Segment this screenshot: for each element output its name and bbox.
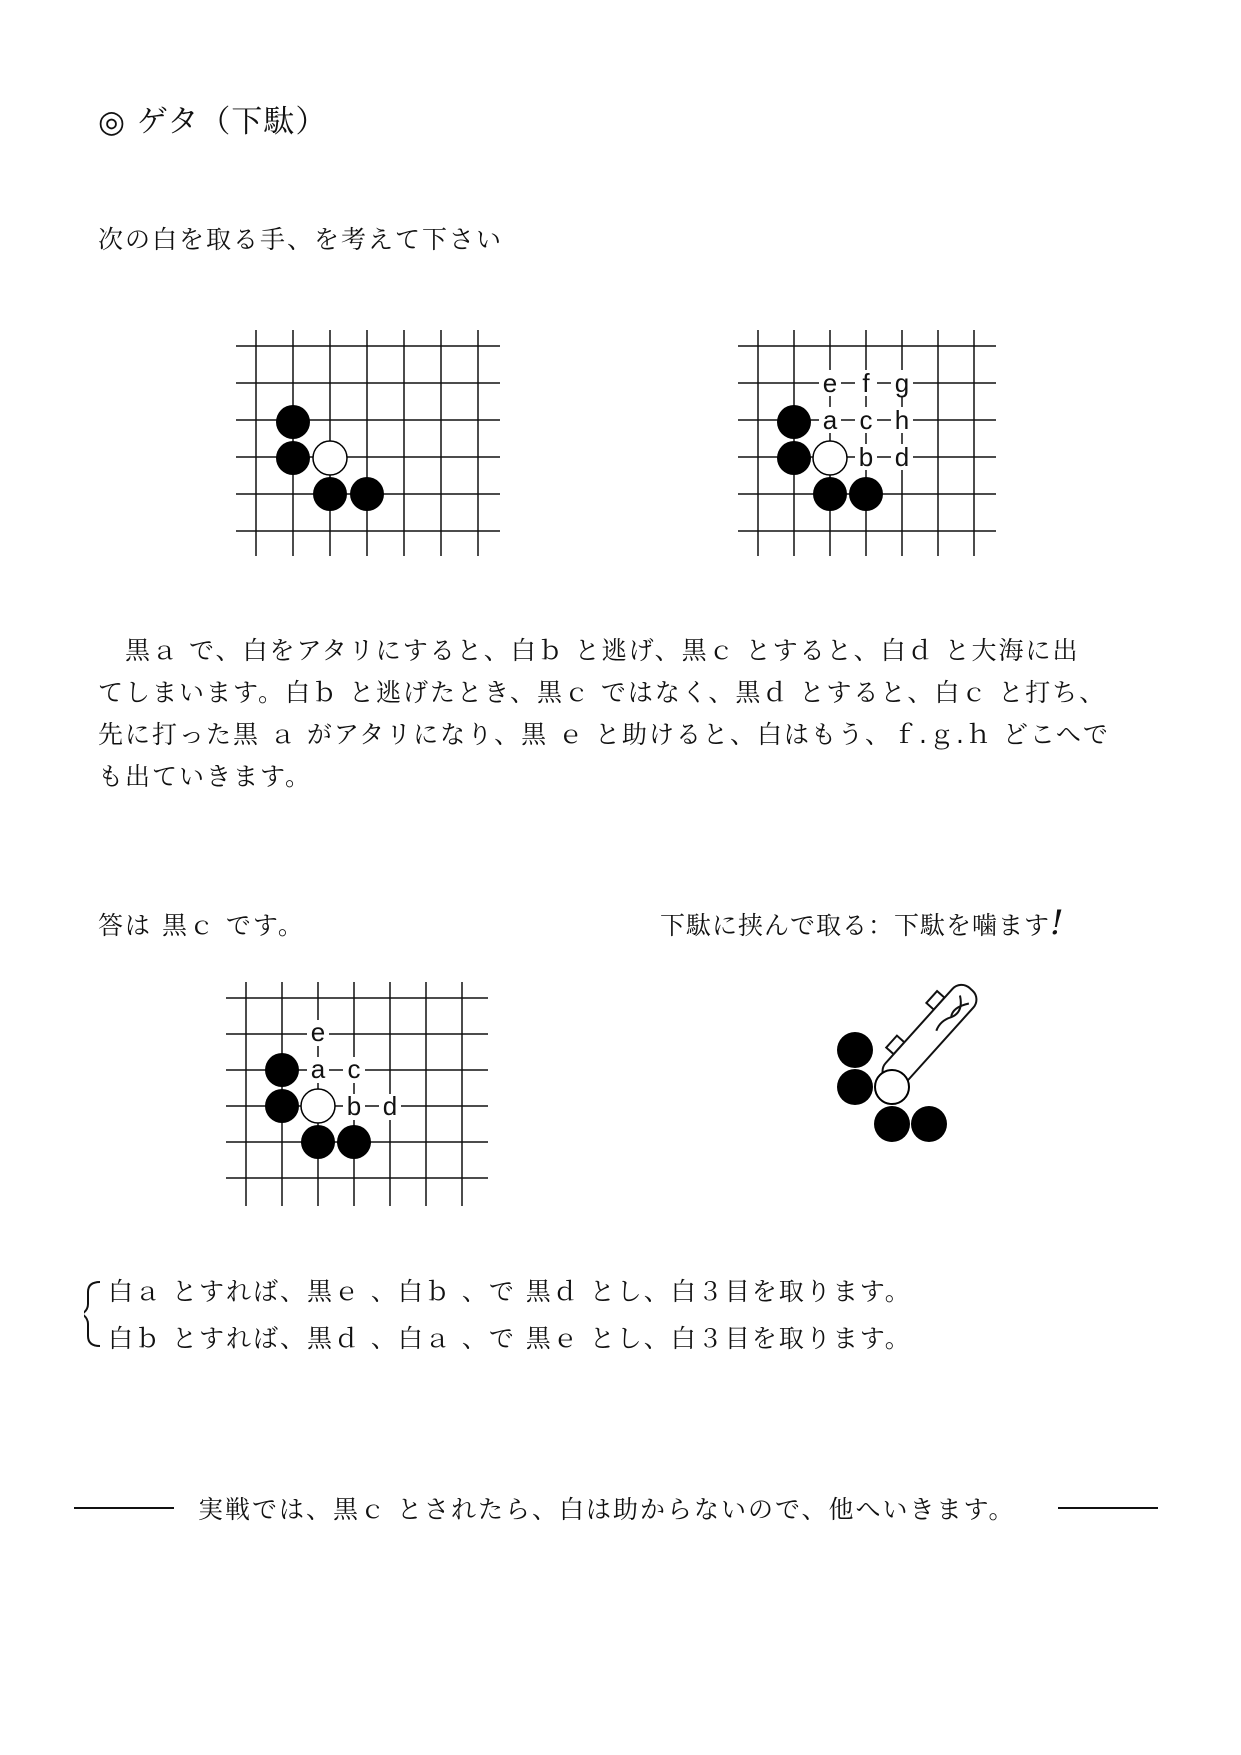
label-h: h (894, 405, 910, 435)
footer-rule-left (74, 1507, 174, 1509)
black-stone (265, 1089, 299, 1123)
white-stone (301, 1089, 335, 1123)
followup-line: 白ｂ とすれば、黒ｄ 、白ａ 、で 黒ｅ とし、白３目を取ります。 (108, 1324, 912, 1353)
geta-caption (660, 903, 1065, 943)
answer-text: 答は 黒ｃ です。 (98, 911, 305, 940)
label-f: f (862, 368, 870, 398)
geta-illustration (830, 970, 1020, 1152)
white-stone (813, 441, 847, 475)
black-stone (911, 1106, 947, 1142)
explanation-paragraph (98, 630, 1148, 798)
white-stone (875, 1070, 909, 1104)
label-c: c (347, 1054, 361, 1084)
black-stone (337, 1125, 371, 1159)
footer-rule-right (1058, 1507, 1158, 1509)
black-stone (276, 405, 310, 439)
footer-note: 実戦では、黒ｃ とされたら、白は助からないので、他へいきます。 (198, 1495, 1016, 1524)
explanation-line: てしまいます。白ｂ と逃げたとき、黒ｃ ではなく、黒ｄ とすると、白ｃ と打ち、 (98, 678, 1107, 707)
followup-explanation (108, 1268, 912, 1362)
geta-caption-text: 下駄に挟んで取る：下駄を噛ます (660, 911, 1051, 940)
black-stone (777, 405, 811, 439)
black-stone (777, 441, 811, 475)
black-stone (849, 477, 883, 511)
go-diagram-problem (236, 330, 500, 556)
go-diagram-answer (226, 982, 488, 1206)
explanation-line: 先に打った黒 ａ がアタリになり、黒 ｅ と助けると、白はもう、ｆ.ｇ.ｈ どこへで (98, 720, 1110, 749)
go-board-grid (236, 330, 500, 556)
label-g: g (894, 368, 910, 398)
label-e: e (822, 368, 838, 398)
problem-instruction: 次の白を取る手、を考えて下さい (98, 225, 504, 254)
label-b: b (346, 1091, 362, 1121)
go-diagram-variations (738, 330, 996, 556)
label-a: a (822, 405, 838, 435)
label-a: a (310, 1054, 326, 1084)
explanation-line: 黒ａ で、白をアタリにすると、白ｂ と逃げ、黒ｃ とすると、白ｄ と大海に出 (98, 636, 1080, 665)
exclamation-mark: ! (1050, 903, 1065, 943)
black-stone (874, 1106, 910, 1142)
black-stone (837, 1032, 873, 1068)
label-e: e (310, 1017, 326, 1047)
black-stone (265, 1053, 299, 1087)
label-d: d (382, 1091, 398, 1121)
black-stone (301, 1125, 335, 1159)
left-brace-icon (84, 1278, 104, 1350)
white-stone (313, 441, 347, 475)
page-title: ◎ ゲタ（下駄） (98, 104, 328, 140)
black-stone (813, 477, 847, 511)
explanation-line: も出ていきます。 (98, 762, 313, 791)
label-c: c (859, 405, 873, 435)
black-stone (350, 477, 384, 511)
black-stone (313, 477, 347, 511)
label-d: d (894, 442, 910, 472)
black-stone (276, 441, 310, 475)
label-b: b (858, 442, 874, 472)
black-stone (837, 1069, 873, 1105)
followup-line: 白ａ とすれば、黒ｅ 、白ｂ 、で 黒ｄ とし、白３目を取ります。 (108, 1277, 912, 1306)
